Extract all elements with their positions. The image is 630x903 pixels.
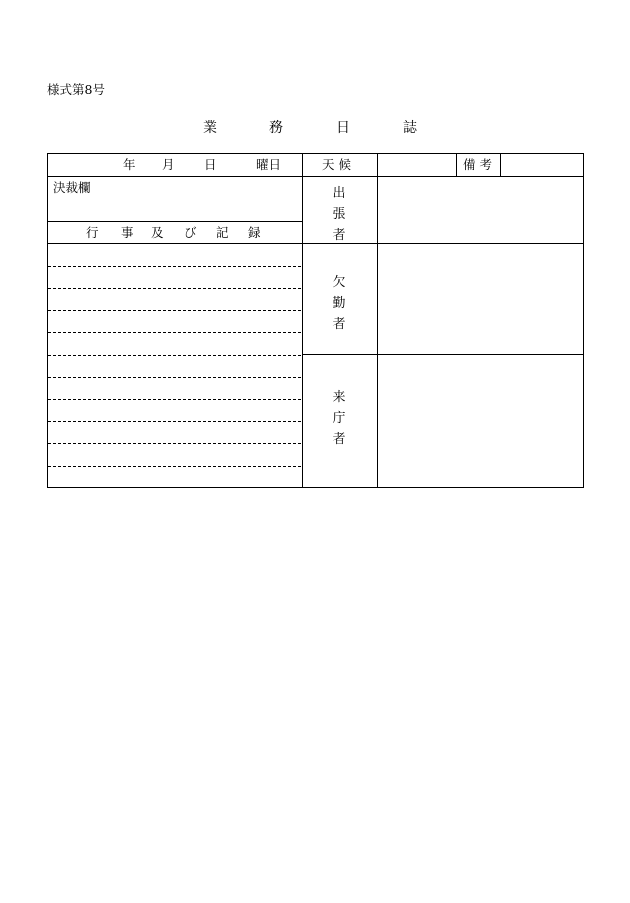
absent-char: 欠 [332, 275, 346, 290]
record-lines [48, 267, 302, 467]
remarks-label: 備 考 [463, 157, 492, 172]
visitors-char: 庁 [332, 411, 346, 426]
title-char: 業 [203, 120, 217, 136]
date-year-label: 年 [123, 157, 136, 172]
title-char: 日 [336, 120, 350, 136]
business-trip-char: 出 [332, 186, 346, 201]
events-header-char: 及 [151, 225, 164, 240]
events-header-char: び [184, 225, 197, 240]
visitors-char: 者 [332, 432, 346, 447]
business-trip-char: 張 [332, 207, 346, 222]
date-day-label: 日 [204, 157, 217, 172]
date-month-label: 月 [162, 157, 175, 172]
title-char: 務 [269, 120, 283, 136]
date-weekday-label: 曜日 [256, 157, 282, 172]
events-header-char: 記 [216, 225, 229, 240]
form-number: 様式第8号 [47, 82, 105, 97]
title-char: 誌 [403, 120, 417, 136]
events-header-char: 録 [248, 225, 261, 240]
table-border [48, 154, 584, 488]
approval-label: 決裁欄 [53, 180, 91, 195]
visitors-char: 来 [332, 390, 346, 405]
weather-label: 天 候 [322, 157, 351, 172]
absent-char: 勤 [332, 296, 346, 311]
events-header-char: 行 [86, 225, 99, 240]
events-header-char: 事 [121, 225, 134, 240]
business-trip-char: 者 [332, 228, 346, 243]
absent-char: 者 [332, 317, 346, 332]
